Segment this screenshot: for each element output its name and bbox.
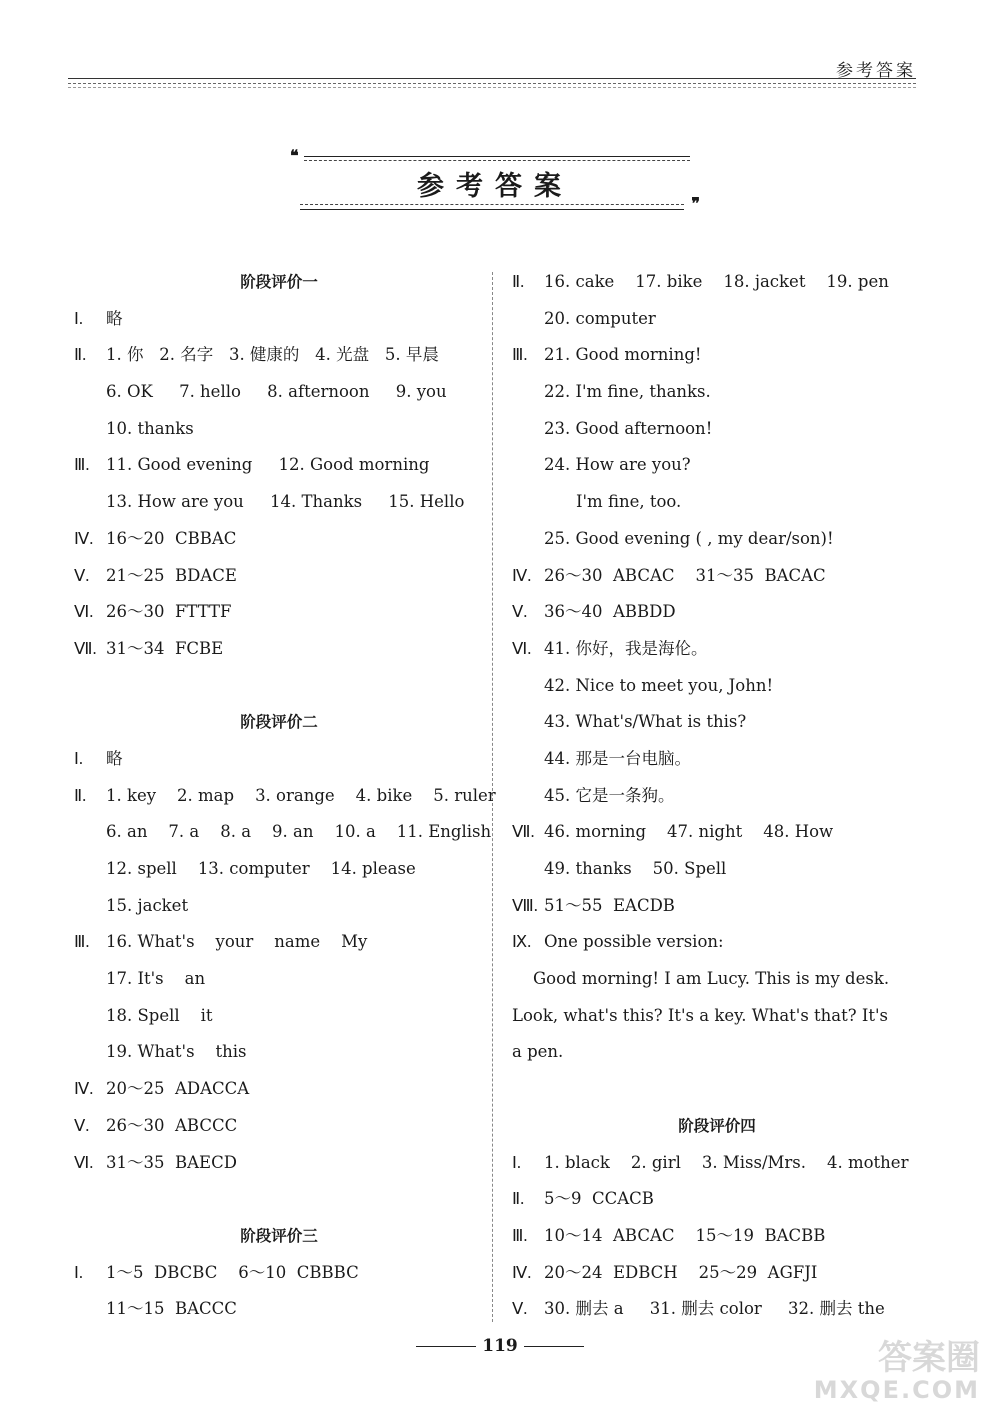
answer-text: 16～20 CBBAC: [106, 528, 237, 548]
answer-text: 5～9 CCACB: [544, 1189, 654, 1209]
answer-line: [512, 631, 922, 668]
answer-text: 1. key 2. map 3. orange 4. bike 5. ruler: [106, 785, 496, 805]
answer-text: 10～14 ABCAC 15～19 BACBB: [544, 1225, 826, 1245]
answer-text: 11. Good evening 12. Good morning: [106, 455, 430, 475]
answer-line: [512, 1255, 922, 1292]
roman-numeral: Ⅱ.: [512, 1189, 525, 1209]
roman-numeral: Ⅵ.: [512, 638, 532, 658]
answer-text: 30. 删去 a 31. 删去 color 32. 删去 the: [544, 1299, 885, 1319]
answer-line: [512, 814, 922, 851]
roman-numeral: Ⅳ.: [74, 1079, 94, 1099]
answer-line: [74, 888, 484, 925]
roman-numeral: Ⅱ.: [74, 345, 87, 365]
spacer: [74, 668, 484, 705]
answer-line: [512, 1145, 922, 1182]
answer-line: [74, 594, 484, 631]
answer-text: 20～24 EDBCH 25～29 AGFJI: [544, 1262, 818, 1282]
roman-numeral: Ⅰ.: [74, 308, 83, 328]
answer-text: 22. I'm fine, thanks.: [544, 382, 711, 402]
roman-numeral: Ⅳ.: [74, 528, 94, 548]
banner-rule-dashed-bottom: [300, 204, 684, 205]
answer-text: 20. computer: [544, 308, 656, 328]
answer-text: 11～15 BACCC: [106, 1299, 237, 1319]
roman-numeral: Ⅲ.: [512, 345, 528, 365]
answer-text: 19. What's this: [106, 1042, 247, 1062]
answer-line: [74, 558, 484, 595]
roman-numeral: Ⅳ.: [512, 565, 532, 585]
roman-numeral: Ⅳ.: [512, 1262, 532, 1282]
page-number: 119: [482, 1336, 518, 1356]
watermark-logo: 答案圈: [878, 1338, 980, 1378]
roman-numeral: Ⅱ.: [512, 272, 525, 291]
answer-text: 26～30 FTTTF: [106, 602, 232, 622]
answer-text: 6. an 7. a 8. a 9. an 10. a 11. English: [106, 822, 492, 842]
spacer: [74, 1181, 484, 1218]
answer-line: [512, 521, 922, 558]
answer-text: 41. 你好，我是海伦。: [544, 638, 708, 658]
answer-line: [512, 447, 922, 484]
roman-numeral: Ⅴ.: [512, 602, 528, 622]
answer-text: 21. Good morning!: [544, 345, 702, 365]
answer-line: [512, 1034, 922, 1071]
banner-rule: [304, 156, 690, 157]
answer-line: [512, 998, 922, 1035]
answer-line: [512, 778, 922, 815]
answer-line: [512, 924, 922, 961]
page-footer: [0, 1336, 1000, 1356]
answer-line: [512, 264, 922, 301]
page-title: 参考答案: [417, 171, 573, 202]
answer-line: [512, 1181, 922, 1218]
answer-text: Good morning! I am Lucy. This is my desk.: [512, 969, 890, 989]
answer-text: 12. spell 13. computer 14. please: [106, 859, 416, 878]
answer-line: [74, 778, 496, 815]
answer-line: [74, 1145, 484, 1182]
answer-text: 1～5 DBCBC 6～10 CBBBC: [106, 1262, 359, 1282]
answer-line: [512, 1218, 922, 1255]
close-quote-ornament-icon: ❞: [691, 194, 700, 213]
running-header: 参考答案: [836, 61, 916, 81]
answer-line: [512, 411, 922, 448]
section-heading: 阶段评价二: [240, 713, 318, 732]
answer-line: [512, 961, 922, 998]
answer-text: 44. 那是一台电脑。: [544, 748, 691, 768]
answer-text: 10. thanks: [106, 418, 194, 438]
answer-line: [74, 631, 484, 668]
spacer: [512, 1071, 922, 1108]
roman-numeral: Ⅴ.: [74, 1115, 90, 1135]
section-heading: 阶段评价四: [678, 1116, 756, 1135]
answer-line: [512, 301, 922, 338]
answer-text: 51～55 EACDB: [544, 895, 675, 915]
answer-line: [512, 704, 922, 741]
answer-text: 18. Spell it: [106, 1005, 213, 1025]
answer-line: [512, 668, 922, 705]
roman-numeral: Ⅲ.: [74, 455, 90, 475]
roman-numeral: Ⅲ.: [512, 1225, 528, 1245]
answer-text: 42. Nice to meet you, John!: [544, 675, 774, 695]
answer-line: [74, 924, 484, 961]
answer-text: 21～25 BDACE: [106, 565, 237, 585]
answer-text: 26～30 ABCAC 31～35 BACAC: [544, 565, 826, 585]
answer-text: 13. How are you 14. Thanks 15. Hello: [106, 492, 465, 512]
right-column: [512, 264, 922, 1328]
answer-line: [74, 447, 484, 484]
answer-text: Look, what's this? It's a key. What's that? It's: [512, 1005, 889, 1025]
answer-line: [512, 851, 922, 888]
answer-text: 31～35 BAECD: [106, 1152, 237, 1172]
answer-text: 1. black 2. girl 3. Miss/Mrs. 4. mother: [544, 1152, 909, 1172]
answer-text: 26～30 ABCCC: [106, 1115, 238, 1135]
answer-line: [74, 741, 484, 778]
banner-rule-dashed: [304, 160, 690, 161]
answer-line: [512, 888, 922, 925]
roman-numeral: Ⅰ.: [74, 1262, 83, 1282]
roman-numeral: Ⅴ.: [74, 565, 90, 585]
answer-text: One possible version:: [544, 932, 724, 952]
answer-text: 16. What's your name My: [106, 932, 368, 952]
answer-line: [74, 1071, 484, 1108]
answer-text: 6. OK 7. hello 8. afternoon 9. you: [106, 382, 447, 402]
answer-text: 略: [106, 748, 123, 768]
answer-line: [74, 521, 484, 558]
answer-line: [74, 301, 484, 338]
answer-line: [74, 1034, 484, 1071]
roman-numeral: Ⅵ.: [74, 602, 94, 622]
answer-text: a pen.: [512, 1042, 564, 1062]
roman-numeral: Ⅲ.: [74, 932, 90, 952]
answer-line: [74, 851, 484, 888]
section-heading: 阶段评价一: [240, 273, 318, 291]
banner-rule-bottom: [300, 209, 684, 210]
answer-line: [512, 484, 922, 521]
answer-text: I'm fine, too.: [576, 492, 682, 512]
answer-text: 43. What's/What is this?: [544, 712, 747, 732]
footer-ornament: [416, 1346, 476, 1347]
header-rule-dashed: [68, 83, 916, 84]
answer-line: [74, 961, 484, 998]
answer-text: 略: [106, 308, 123, 328]
answer-text: 15. jacket: [106, 895, 189, 915]
roman-numeral: Ⅵ.: [74, 1152, 94, 1172]
answer-line: [512, 558, 922, 595]
answer-line: [74, 1291, 484, 1328]
answer-line: [74, 484, 484, 521]
answer-text: 20～25 ADACCA: [106, 1079, 250, 1099]
answer-text: 24. How are you?: [544, 455, 691, 475]
roman-numeral: Ⅶ.: [512, 822, 535, 842]
answer-line: [74, 1255, 484, 1292]
watermark-url: MXQE.COM: [813, 1376, 980, 1404]
answer-text: 25. Good evening ( , my dear/son)!: [544, 528, 834, 548]
header-rule-dashed-2: [68, 87, 916, 88]
answer-text: 46. morning 47. night 48. How: [544, 822, 834, 842]
answer-text: 45. 它是一条狗。: [544, 785, 675, 805]
open-quote-ornament-icon: ❝: [290, 146, 299, 165]
header-rule: [68, 78, 916, 79]
roman-numeral: Ⅴ.: [512, 1299, 528, 1319]
answer-text: 16. cake 17. bike 18. jacket 19. pen: [544, 272, 889, 291]
roman-numeral: Ⅸ.: [512, 932, 532, 952]
answer-line: [512, 1291, 922, 1328]
answer-text: 49. thanks 50. Spell: [544, 859, 727, 878]
roman-numeral: Ⅰ.: [74, 748, 83, 768]
title-banner: [290, 148, 700, 218]
answer-text: 36～40 ABBDD: [544, 602, 676, 622]
answer-line: [74, 814, 492, 851]
footer-ornament: [524, 1346, 584, 1347]
answer-line: [74, 337, 484, 374]
answer-line: [512, 741, 922, 778]
answer-line: [512, 374, 922, 411]
left-column: [74, 264, 496, 1328]
roman-numeral: Ⅰ.: [512, 1152, 521, 1172]
answer-line: [512, 337, 922, 374]
section-heading: 阶段评价三: [240, 1226, 318, 1245]
answer-text: 31～34 FCBE: [106, 638, 224, 658]
answer-line: [74, 374, 484, 411]
roman-numeral: Ⅷ.: [512, 895, 538, 915]
roman-numeral: Ⅶ.: [74, 638, 97, 658]
answer-line: [74, 1108, 484, 1145]
answer-line: [512, 594, 922, 631]
answer-line: [74, 411, 484, 448]
answer-text: 1. 你 2. 名字 3. 健康的 4. 光盘 5. 早晨: [106, 345, 439, 365]
answer-line: [74, 998, 484, 1035]
roman-numeral: Ⅱ.: [74, 785, 87, 805]
answer-text: 23. Good afternoon!: [544, 418, 713, 438]
answer-text: 17. It's an: [106, 969, 206, 989]
